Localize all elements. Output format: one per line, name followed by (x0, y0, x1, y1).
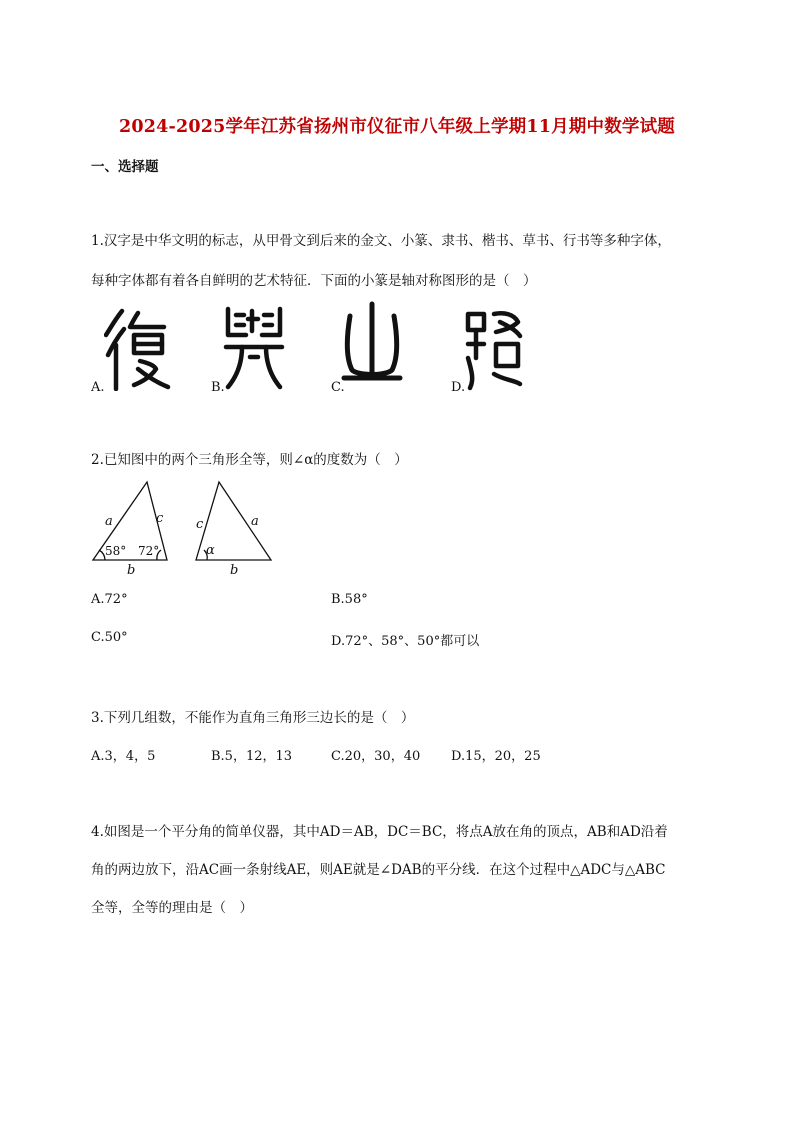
q2-stem: 2.已知图中的两个三角形全等，则∠α的度数为（ ） (91, 452, 408, 468)
section-heading: 一、选择题 (91, 159, 159, 175)
q2-triangle-figure (91, 478, 281, 582)
q1-option-a-seal-glyph (104, 305, 172, 391)
q1-option-a-label: A. (91, 380, 105, 395)
q1-option-c-label: C. (331, 380, 345, 395)
t1-side-c-label: c (156, 511, 164, 526)
q3-option-a: A.3，4，5 (91, 749, 156, 764)
t1-angle-58-label: 58° (105, 544, 127, 558)
q4-stem-line1: 4.如图是一个平分角的简单仪器，其中AD＝AB，DC＝BC，将点A放在角的顶点，AB和AD沿着 (91, 824, 668, 840)
t2-side-c-label: c (196, 517, 204, 532)
q1-option-b-label: B. (211, 380, 225, 395)
q1-option-c-seal-glyph (340, 300, 404, 388)
q1-option-d-label: D. (451, 380, 466, 395)
t2-side-a-label: a (251, 514, 259, 529)
page-title: 2024-2025学年江苏省扬州市仪征市八年级上学期11月期中数学试题 (118, 117, 676, 137)
q1-option-d-seal-glyph (464, 308, 524, 392)
q1-stem-line1: 1.汉字是中华文明的标志，从甲骨文到后来的金文、小篆、隶书、楷书、草书、行书等多种字体， (91, 233, 671, 249)
q2-option-b: B.58° (331, 592, 368, 607)
q3-stem: 3.下列几组数，不能作为直角三角形三边长的是（ ） (91, 710, 415, 726)
t1-side-b-label: b (127, 563, 136, 578)
t1-angle-72-label: 72° (138, 544, 160, 558)
q2-option-a: A.72° (91, 592, 128, 607)
t2-side-b-label: b (230, 563, 239, 578)
q1-stem-line2: 每种字体都有着各自鲜明的艺术特征．下面的小篆是轴对称图形的是（ ） (91, 273, 537, 289)
q3-option-d: D.15，20，25 (451, 749, 541, 764)
q4-stem-line2: 角的两边放下，沿AC画一条射线AE，则AE就是∠DAB的平分线．在这个过程中△ADC与△ABC (91, 862, 666, 878)
t1-side-a-label: a (105, 514, 113, 529)
q3-option-b: B.5，12，13 (211, 749, 293, 764)
q4-stem-line3: 全等，全等的理由是（ ） (91, 900, 253, 916)
q2-option-d: D.72°、58°、50°都可以 (331, 634, 480, 649)
t2-angle-alpha-label: α (206, 543, 215, 558)
q1-option-b-seal-glyph (222, 305, 286, 391)
q2-option-c: C.50° (91, 630, 128, 645)
q3-option-c: C.20，30，40 (331, 749, 421, 764)
